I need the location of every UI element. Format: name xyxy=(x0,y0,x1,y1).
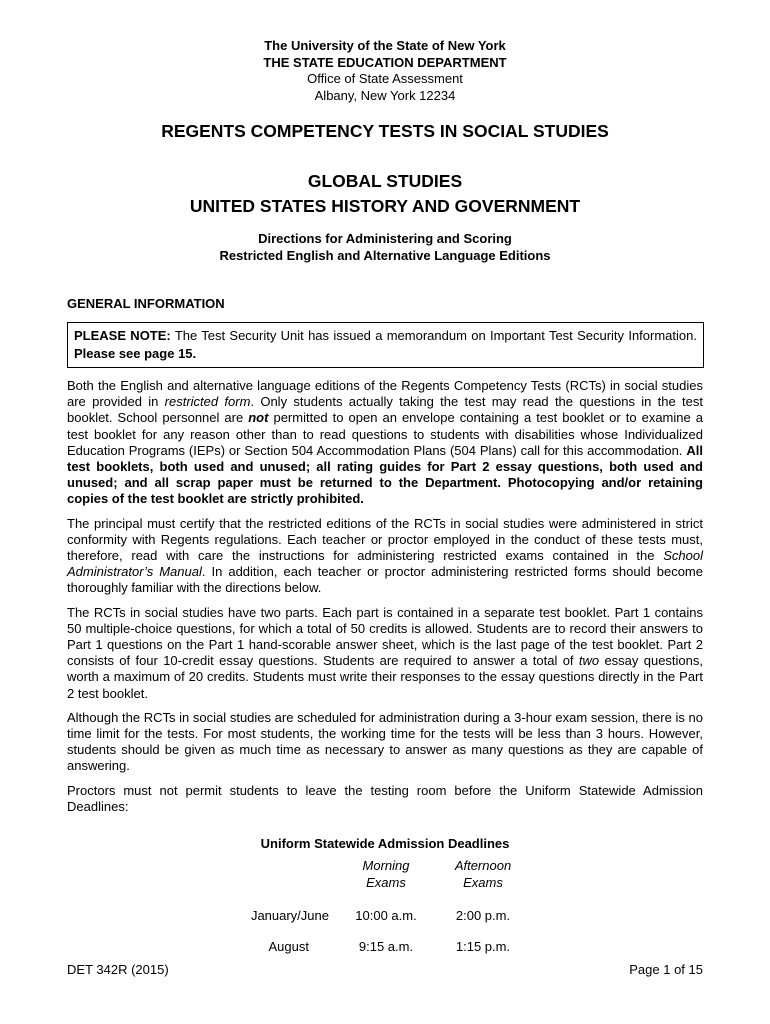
body-text xyxy=(67,378,703,823)
para1-text-a: Both the English and alternative language editions of the Regents Competency Tests (RCTs) in social studies are provided in xyxy=(67,378,703,410)
paragraph-5: Proctors must not permit students to leave the testing room before the Uniform Statewide Admission Deadlines: xyxy=(67,782,703,814)
note-emphasis: Please see page 15. xyxy=(74,346,197,361)
paragraph-3 xyxy=(67,605,703,702)
department-name: THE STATE EDUCATION DEPARTMENT xyxy=(263,54,507,70)
table-cell-morning: 10:00 a.m. xyxy=(355,908,417,923)
directions-line-2: Restricted English and Alternative Language Editions xyxy=(219,247,551,263)
column-header-afternoon xyxy=(423,858,543,891)
please-note-box xyxy=(67,322,704,368)
subtitle-us-history: UNITED STATES HISTORY AND GOVERNMENT xyxy=(189,196,581,216)
morning-header-line-1: Morning xyxy=(362,858,410,873)
para3-text-b: two xyxy=(578,653,600,669)
para2-text-a: The principal must certify that the restricted editions of the RCTs in social studies were administered in strict conformity with Regents regulations. Each teacher or proctor employed in the conduct of these tests must, therefore, read with care the instructions for administering restricted exams contained in the xyxy=(67,515,703,564)
para1-text-d: not xyxy=(248,410,269,426)
afternoon-header-line-2: Exams xyxy=(463,874,503,890)
para1-text-c: . Only students actually taking the test may read the questions in the test booklet. School personnel are xyxy=(67,394,703,426)
para1-text-b: restricted form xyxy=(164,394,251,410)
table-row-label: January/June xyxy=(250,908,329,923)
para3-text-c: essay questions, worth a maximum of 20 credits. Students must write their responses to the essay questions directly in the Part 2 test booklet. xyxy=(67,653,703,701)
para1-text-f: All test booklets, both used and unused; all rating guides for Part 2 essay questions, both used and unused; and all scrap paper must be returned to the Department. Photocopying and/or retaining copies of the test booklet are strictly prohibited. xyxy=(67,442,703,507)
table-cell-morning: 9:15 a.m. xyxy=(358,939,414,954)
note-text: The Test Security Unit has issued a memorandum on Important Test Security Information. xyxy=(174,328,697,343)
directions-heading xyxy=(0,231,770,264)
issuer-header xyxy=(0,38,770,104)
table-cell-afternoon: 1:15 p.m. xyxy=(455,939,511,954)
table-cell-afternoon: 2:00 p.m. xyxy=(455,908,511,923)
para3-text-a: The RCTs in social studies have two parts. Each part is contained in a separate test booklet. Part 1 contains 50 multiple-choice questions, for which a total of 50 credits is allowed. Students are to record their answers to Part 1 questions on the Part 1 hand-scorable answer sheet, which is the last page of the test booklet. Part 2 consists of four 10-credit essay questions. Students are required to answer a total of xyxy=(67,604,703,669)
para2-text-b: School Administrator’s Manual xyxy=(67,548,703,580)
section-heading: GENERAL INFORMATION xyxy=(67,296,225,311)
para1-text-e: permitted to open an envelope containing a test booklet or to examine a test booklet for any reason other than to read questions to students with disabilities whose Individualized Education Programs (IEPs) or Section 504 Accommodation Plans (504 Plans) call for this accommodation. xyxy=(67,410,703,458)
morning-header-line-2: Exams xyxy=(366,874,406,890)
office-address: Albany, New York 12234 xyxy=(314,87,456,103)
directions-line-1: Directions for Administering and Scoring xyxy=(258,231,512,246)
note-label: PLEASE NOTE: xyxy=(74,328,171,343)
document-subtitle xyxy=(0,169,770,219)
paragraph-2 xyxy=(67,516,703,597)
afternoon-header-line-1: Afternoon xyxy=(454,858,512,873)
deadlines-table-title: Uniform Statewide Admission Deadlines xyxy=(260,836,510,851)
para2-text-c: . In addition, each teacher or proctor administering restricted forms should become thoroughly familiar with the directions below. xyxy=(67,564,703,596)
subtitle-global-studies: GLOBAL STUDIES xyxy=(307,171,463,191)
paragraph-1 xyxy=(67,378,703,508)
table-row-label: August xyxy=(268,939,309,954)
paragraph-4: Although the RCTs in social studies are scheduled for administration during a 3-hour exam session, there is no time limit for the tests. For most students, the working time for the tests will be less than 3 hours. However, students should be given as much time as necessary to answer as many questions as they are capable of answering. xyxy=(67,709,703,774)
form-number: DET 342R (2015) xyxy=(67,962,169,977)
university-name: The University of the State of New York xyxy=(264,38,506,53)
page-number: Page 1 of 15 xyxy=(629,962,703,977)
document-title: REGENTS COMPETENCY TESTS IN SOCIAL STUDIES xyxy=(161,121,609,141)
office-name: Office of State Assessment xyxy=(307,71,463,86)
